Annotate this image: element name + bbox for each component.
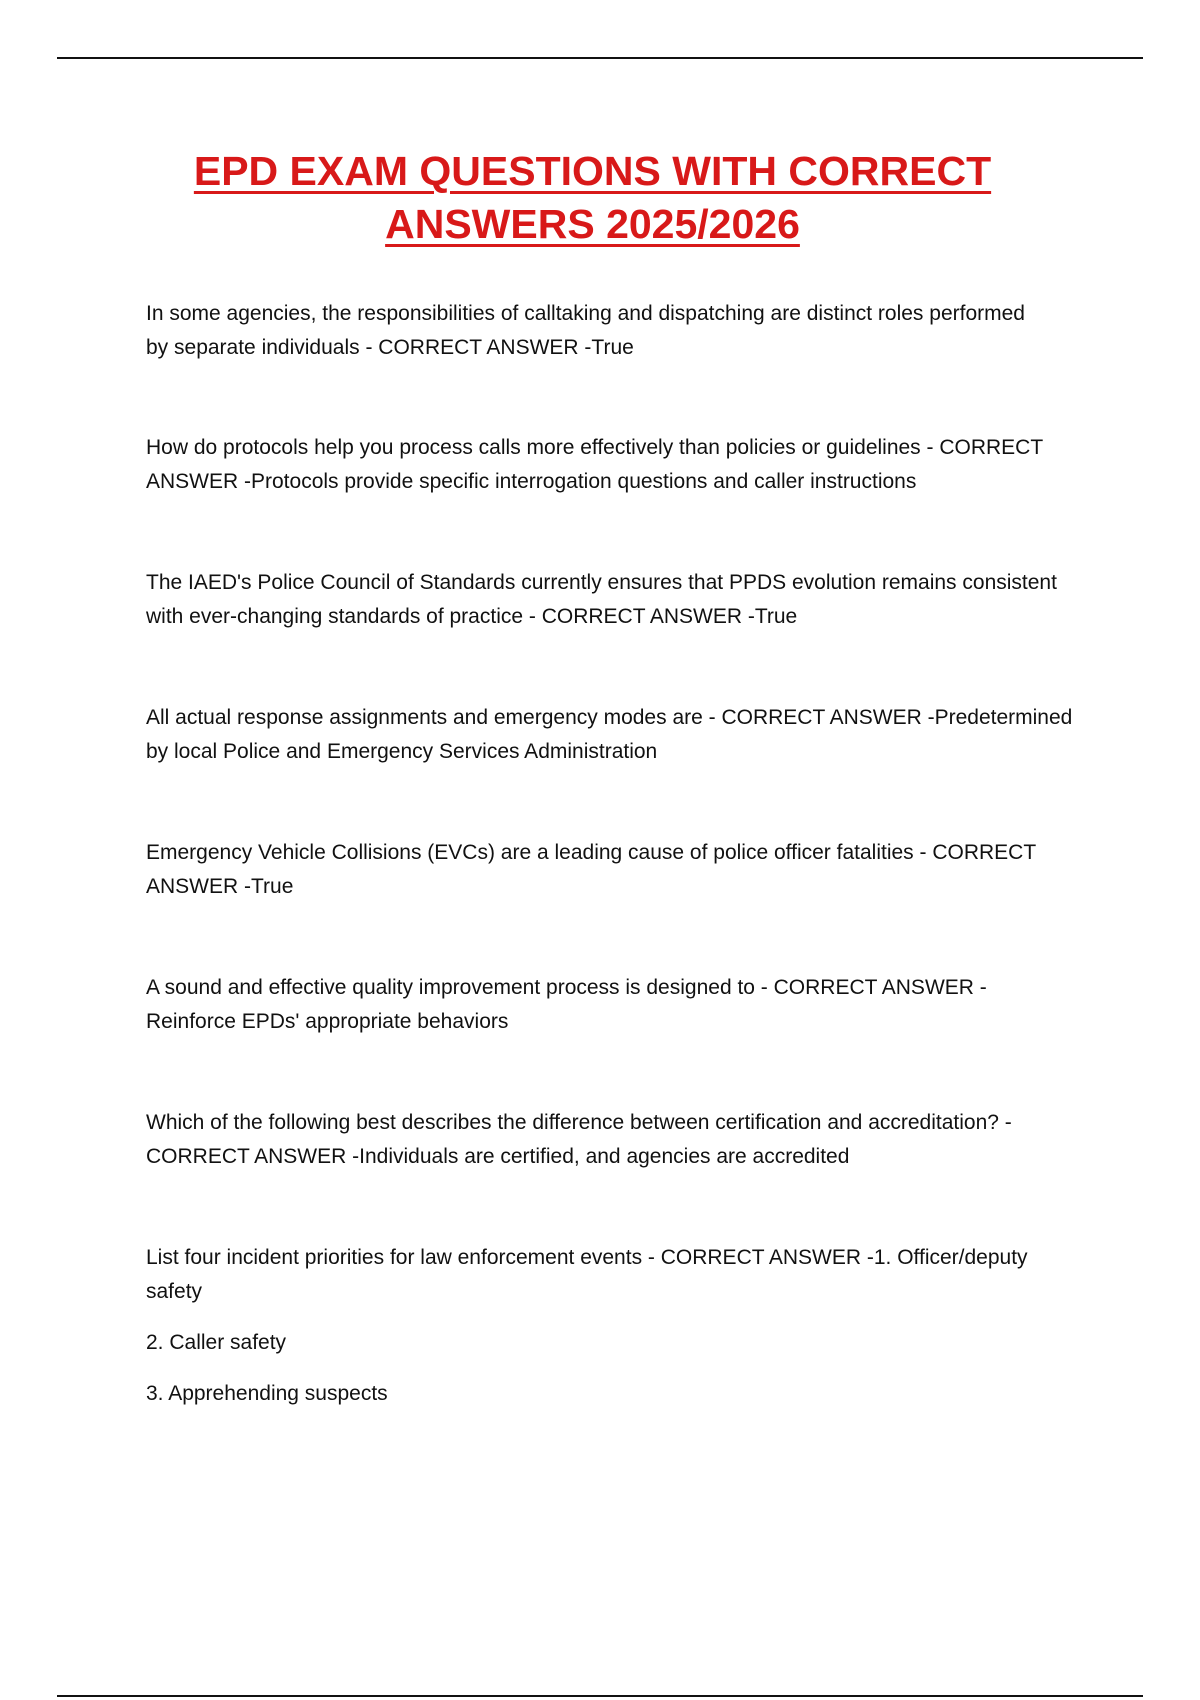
- qa-line: by separate individuals - CORRECT ANSWER -True: [146, 336, 634, 359]
- qa-line: In some agencies, the responsibilities of calltaking and dispatching are distinct roles performed: [146, 302, 1025, 325]
- qa-line: ANSWER -Protocols provide specific interrogation questions and caller instructions: [146, 470, 917, 493]
- top-rule: [57, 57, 1143, 59]
- qa-list-line: 3. Apprehending suspects: [146, 1382, 388, 1405]
- qa-line: Emergency Vehicle Collisions (EVCs) are a leading cause of police officer fatalities - CORRECT: [146, 841, 1037, 864]
- qa-line: Reinforce EPDs' appropriate behaviors: [146, 1010, 509, 1033]
- document-title: [100, 145, 1085, 251]
- qa-line: How do protocols help you process calls more effectively than policies or guidelines - CORRECT: [146, 436, 1044, 459]
- qa-item-6: [146, 971, 1096, 1039]
- qa-line: All actual response assignments and emergency modes are - CORRECT ANSWER -Predetermined: [146, 706, 1073, 729]
- qa-line: Which of the following best describes the difference between certification and accreditation? -: [146, 1111, 1012, 1134]
- title-line-2: ANSWERS 2025/2026: [385, 201, 800, 247]
- title-line-1: EPD EXAM QUESTIONS WITH CORRECT: [193, 148, 992, 194]
- qa-line: safety: [146, 1280, 203, 1303]
- qa-item-7: [146, 1106, 1096, 1174]
- qa-item-4: [146, 701, 1096, 769]
- qa-line: List four incident priorities for law enforcement events - CORRECT ANSWER -1. Officer/deputy: [146, 1246, 1028, 1269]
- qa-line: ANSWER -True: [146, 875, 294, 898]
- qa-item-5: [146, 836, 1096, 904]
- qa-line: The IAED's Police Council of Standards currently ensures that PPDS evolution remains consistent: [146, 571, 1057, 594]
- qa-item-8: [146, 1241, 1096, 1411]
- qa-item-3: [146, 566, 1096, 634]
- qa-item-1: [146, 297, 1096, 365]
- bottom-rule: [57, 1695, 1143, 1697]
- qa-line: A sound and effective quality improvement process is designed to - CORRECT ANSWER -: [146, 976, 987, 999]
- qa-list-line: 2. Caller safety: [146, 1331, 287, 1354]
- qa-line: CORRECT ANSWER -Individuals are certified, and agencies are accredited: [146, 1145, 850, 1168]
- qa-line: by local Police and Emergency Services Administration: [146, 740, 658, 763]
- qa-item-2: [146, 431, 1096, 499]
- qa-line: with ever-changing standards of practice - CORRECT ANSWER -True: [146, 605, 798, 628]
